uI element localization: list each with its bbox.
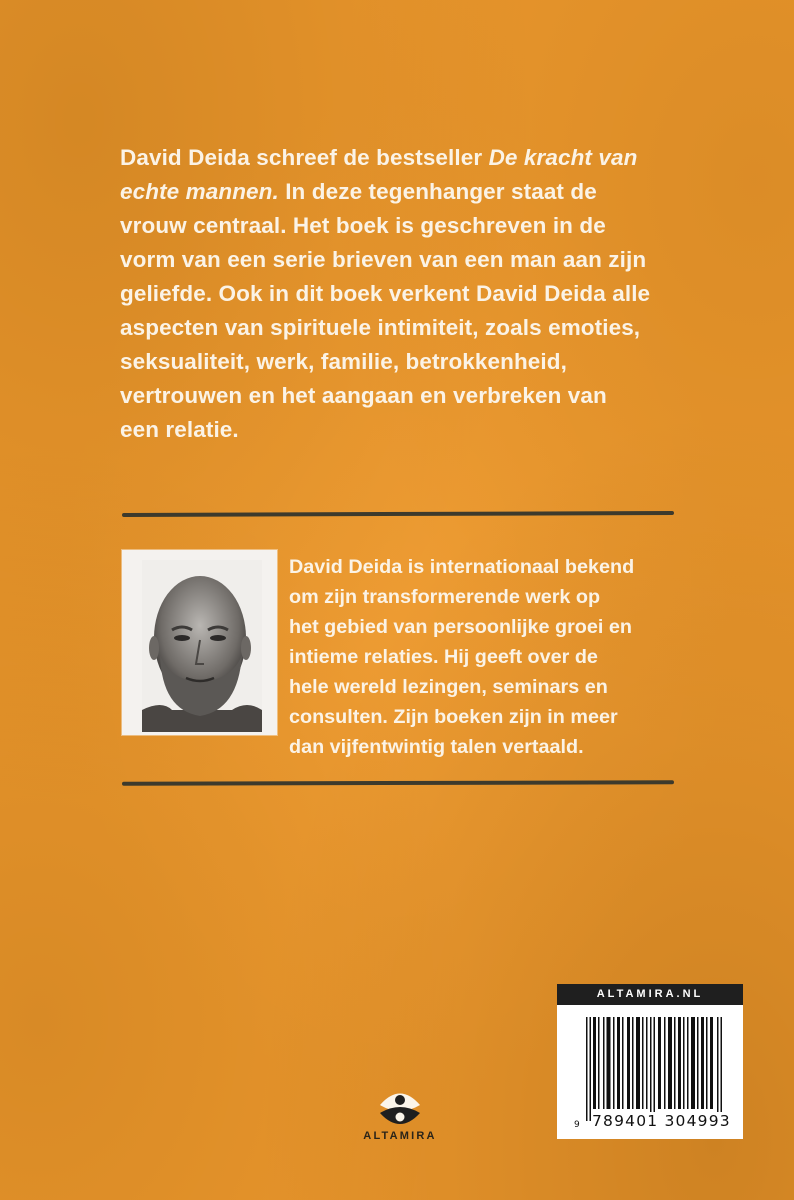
blurb-line: vorm van een serie brieven van een man aan zijn: [120, 247, 647, 272]
book-blurb: [120, 141, 690, 447]
blurb-line: aspecten van spirituele intimiteit, zoals emoties,: [120, 315, 641, 340]
author-portrait-icon: [142, 560, 262, 732]
bio-line: David Deida is internationaal bekend: [289, 556, 635, 578]
blurb-line: een relatie.: [120, 417, 239, 442]
bio-line: het gebied van persoonlijke groei en: [289, 616, 632, 638]
blurb-line: echte mannen. In deze tegenhanger staat de: [120, 179, 597, 204]
isbn-barcode-icon: [586, 1017, 723, 1121]
brush-divider-bottom: [122, 780, 674, 785]
altamira-eye-logo-icon: [375, 1077, 425, 1137]
blurb-line: vrouw centraal. Het boek is geschreven in de: [120, 213, 606, 238]
isbn-first-digit: 9: [574, 1120, 580, 1130]
barcode-panel: [557, 984, 743, 1139]
bio-line: intieme relaties. Hij geeft over de: [289, 646, 598, 668]
blurb-line: vertrouwen en het aangaan en verbreken van: [120, 383, 607, 408]
author-photo: [122, 550, 277, 735]
bio-line: om zijn transformerende werk op: [289, 586, 601, 608]
blurb-line: seksualiteit, werk, familie, betrokkenheid,: [120, 349, 567, 374]
blurb-line: geliefde. Ook in dit boek verkent David Deida alle: [120, 281, 651, 306]
publisher-name: ALTAMIRA: [363, 1130, 437, 1142]
blurb-line: David Deida schreef de bestseller De kracht van: [120, 145, 638, 170]
brush-divider-top: [122, 511, 674, 517]
bio-line: dan vijfentwintig talen vertaald.: [289, 736, 584, 758]
bio-line: hele wereld lezingen, seminars en: [289, 676, 608, 698]
author-bio: [289, 552, 709, 762]
isbn-number: 789401 304993: [592, 1112, 731, 1130]
publisher-website: ALTAMIRA.NL: [557, 984, 743, 1005]
bio-line: consulten. Zijn boeken zijn in meer: [289, 706, 618, 728]
